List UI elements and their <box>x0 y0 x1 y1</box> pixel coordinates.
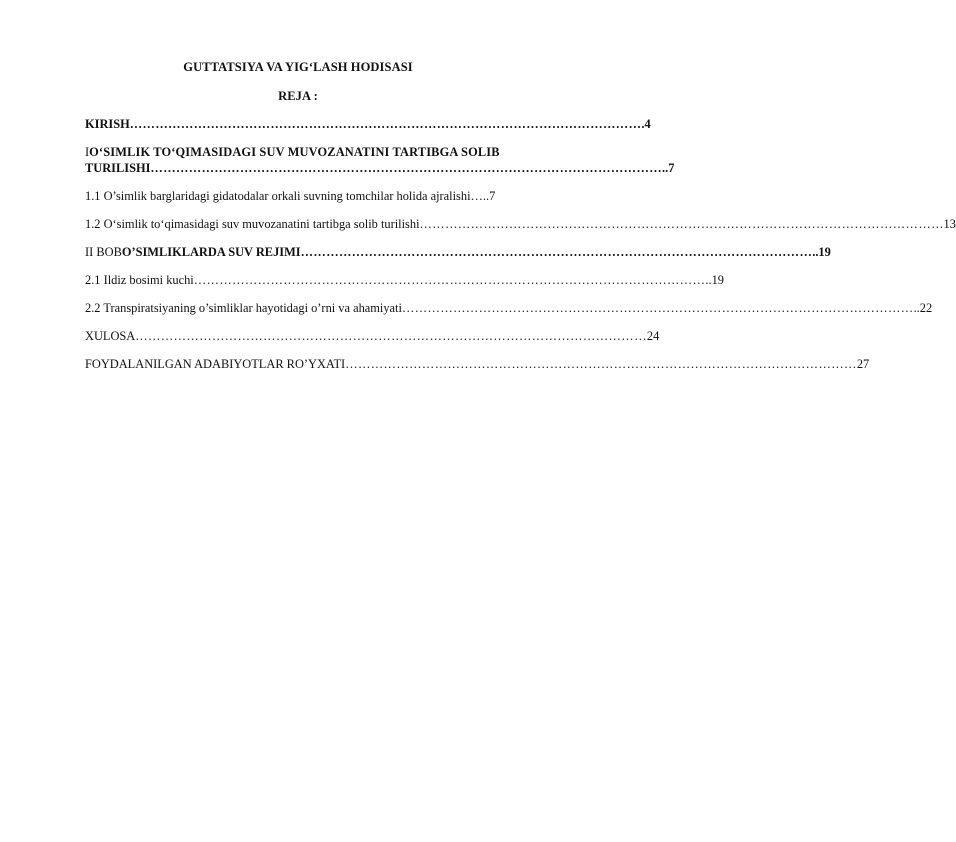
toc-chapter-prefix: I <box>85 145 90 159</box>
toc-page-number: …..7 <box>470 189 496 203</box>
toc-page-number: 24 <box>646 329 660 343</box>
document-subtitle: REJA : <box>278 89 318 103</box>
toc-entry-label: 1.1 O’simlik barglaridagi gidatodalar orkali suvning tomchilar holida ajralishi <box>85 189 471 203</box>
toc-chapter1-line2 <box>85 160 675 176</box>
toc-chapter-title: O’SIMLIKLARDA SUV REJIMI <box>121 245 301 259</box>
toc-entry-label: 2.1 Ildiz bosimi kuchi <box>85 273 194 287</box>
toc-dot-leader: ………………………………………………………………………………………………………… <box>135 329 647 343</box>
toc-chapter-title-line2: TURILISHI <box>85 161 151 175</box>
toc-entry-label: KIRISH <box>85 117 130 131</box>
toc-page-number: …13 <box>931 217 956 231</box>
toc-entry-xulosa <box>85 328 660 344</box>
toc-page-number: ..22 <box>913 301 933 315</box>
toc-dot-leader: ………………………………………………………………………………………………………… <box>129 117 642 131</box>
toc-page-number: ..19 <box>812 245 831 259</box>
toc-chapter-prefix: II BOB <box>85 245 122 259</box>
toc-dot-leader: ………………………………………………………………………………………………………… <box>300 245 813 259</box>
toc-dot-leader: ………………………………………………………………………………………………………… <box>419 217 932 231</box>
toc-entry-adabiyot <box>85 356 870 372</box>
toc-dot-leader: ………………………………………………………………………………………………………… <box>345 357 857 371</box>
toc-chapter1-line1 <box>85 144 553 160</box>
toc-dot-leader: ………………………………………………………………………………………………………… <box>150 161 663 175</box>
toc-entry-kirish <box>85 116 651 132</box>
toc-entry-chapter2 <box>85 244 831 260</box>
toc-entry-2-1 <box>85 272 724 288</box>
toc-entry-1-1 <box>85 188 553 204</box>
table-of-contents <box>85 110 956 372</box>
toc-entry-chapter1 <box>85 144 675 176</box>
toc-entry-1-2 <box>85 216 956 232</box>
toc-page-number: 27 <box>856 357 870 371</box>
toc-entry-label: 2.2 Transpiratsiyaning o’simliklar hayotidagi o’rni va ahamiyati <box>85 301 402 315</box>
toc-entry-label: XULOSA <box>85 329 136 343</box>
toc-dot-leader: ………………………………………………………………………………………………………… <box>401 301 914 315</box>
toc-dot-leader: ………………………………………………………………………………………………………… <box>193 273 706 287</box>
toc-page-number: .4 <box>641 117 651 131</box>
toc-entry-label: FOYDALANILGAN ADABIYOTLAR RO’YXATI <box>85 357 346 371</box>
document-title: GUTTATSIYA VA YIG‘LASH HODISASI <box>183 60 413 74</box>
toc-page-number: ..7 <box>662 161 675 175</box>
toc-page-number: ..19 <box>705 273 724 287</box>
toc-chapter-title-line1: O‘SIMLIK TO‘QIMASIDAGI SUV MUVOZANATINI TARTIBGA SOLIB <box>89 145 500 159</box>
toc-entry-2-2 <box>85 300 933 316</box>
toc-entry-label: 1.2 O‘simlik to‘qimasidagi suv muvozanatini tartibga solib turilishi <box>85 217 420 231</box>
